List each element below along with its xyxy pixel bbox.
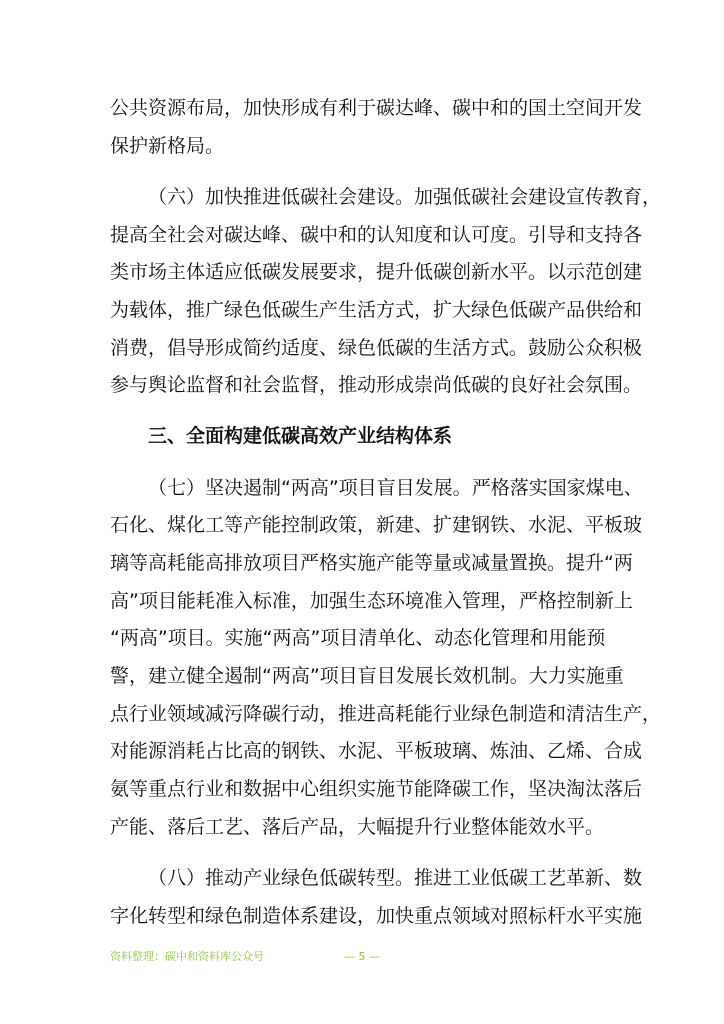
text-line: 为载体，推广绿色低碳生产生活方式，扩大绿色低碳产品供给和	[110, 299, 643, 321]
text-line: 氨等重点行业和数据中心组织实施节能降碳工作，坚决淘汰落后	[110, 778, 643, 800]
text-line: 参与舆论监督和社会监督，推动形成崇尚低碳的良好社会氛围。	[110, 374, 643, 396]
paragraph-seven-first-line: （七）坚决遏制“两高”项目盲目发展。严格落实国家煤电、	[148, 477, 643, 499]
text-line: 公共资源布局，加快形成有利于碳达峰、碳中和的国土空间开发	[110, 97, 643, 119]
page-number: — 5 —	[344, 950, 380, 963]
text-line: 对能源消耗占比高的钢铁、水泥、平板玻璃、炼油、乙烯、合成	[110, 740, 643, 762]
text-line: 消费，倡导形成简约适度、绿色低碳的生活方式。鼓励公众积极	[110, 337, 643, 359]
text-line: 产能、落后工艺、落后产品，大幅提升行业整体能效水平。	[110, 816, 605, 838]
footer-source: 资料整理：碳中和资料库公众号	[110, 950, 264, 963]
text-line: 提高全社会对碳达峰、碳中和的认知度和认可度。引导和支持各	[110, 224, 643, 246]
text-line: 警，建立健全遏制“两高”项目盲目发展长效机制。大力实施重	[110, 665, 624, 687]
text-line: 璃等高耗能高排放项目严格实施产能等量或减量置换。提升“两	[110, 552, 633, 574]
text-line: 高”项目能耗准入标准，加强生态环境准入管理，严格控制新上	[110, 590, 633, 612]
text-line: 字化转型和绿色制造体系建设，加快重点领域对照标杆水平实施	[110, 905, 643, 927]
text-line: 保护新格局。	[110, 135, 225, 157]
text-line: 点行业领域减污降碳行动，推进高耗能行业绿色制造和清洁生产，	[110, 703, 662, 725]
text-line: “两高”项目。实施“两高”项目清单化、动态化管理和用能预	[110, 627, 606, 649]
section-heading: 三、全面构建低碳高效产业结构体系	[148, 425, 453, 447]
paragraph-eight-first-line: （八）推动产业绿色低碳转型。推进工业低碳工艺革新、数	[148, 867, 643, 889]
text-line: 石化、煤化工等产能控制政策，新建、扩建钢铁、水泥、平板玻	[110, 514, 643, 536]
paragraph-six-first-line: （六）加快推进低碳社会建设。加强低碳社会建设宣传教育，	[148, 186, 662, 208]
text-line: 类市场主体适应低碳发展要求，提升低碳创新水平。以示范创建	[110, 261, 643, 283]
